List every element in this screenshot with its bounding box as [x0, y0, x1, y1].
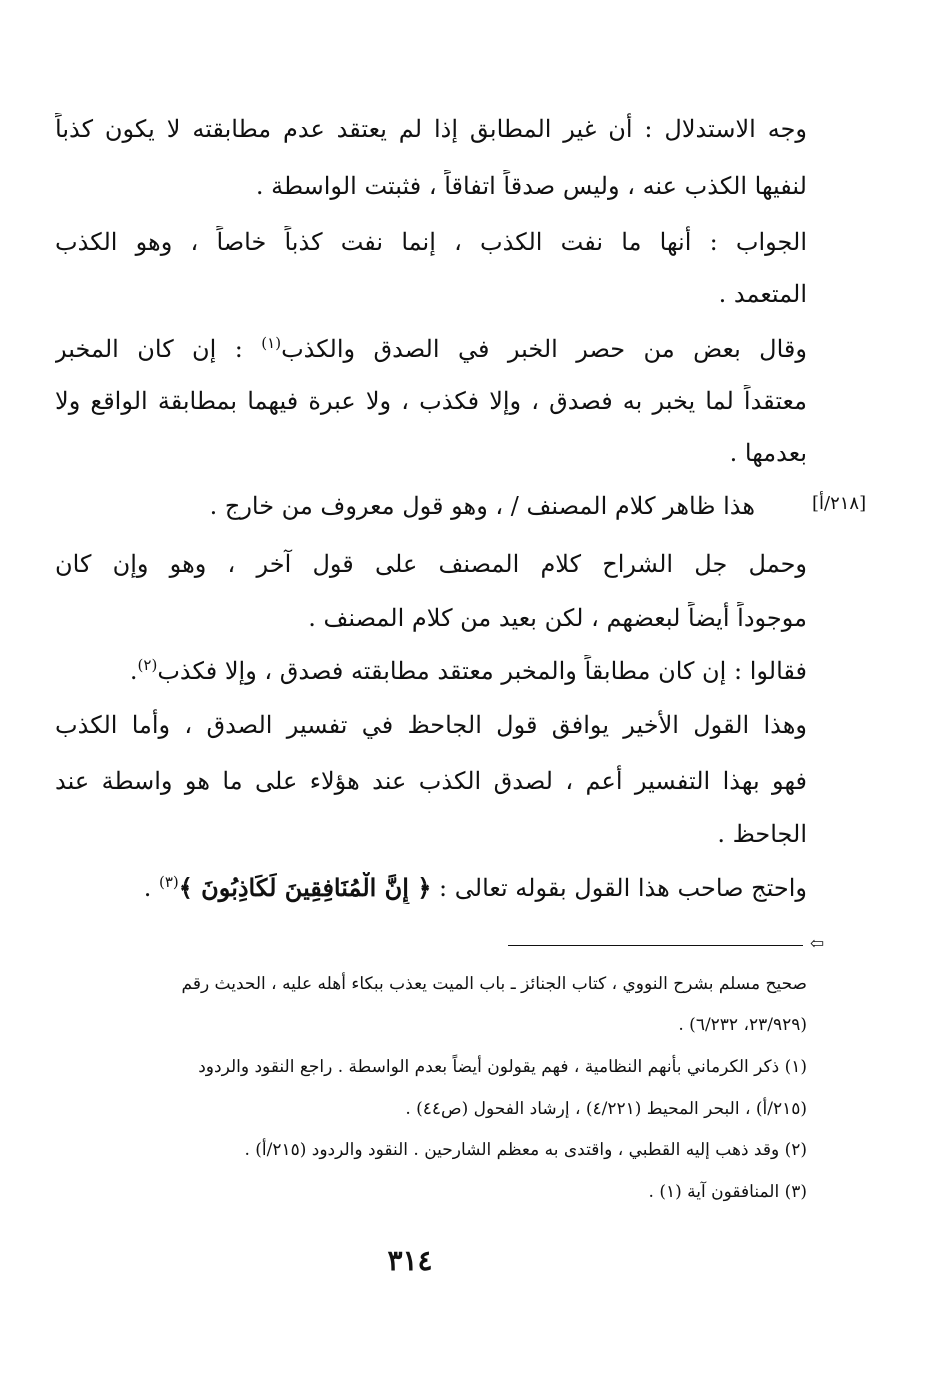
text-line-5-end: : إن كان المخبر — [55, 335, 262, 363]
text-line-3: الجواب : أنها ما نفت الكذب ، إنما نفت كذباً خاصاً ، وهو الكذب — [55, 228, 807, 256]
continuation-arrow-icon: ⇦ — [809, 934, 825, 954]
quran-verse: ﴿ إِنَّ الْمُنَافِقِينَ لَكَاذِبُونَ ﴾ — [178, 873, 432, 902]
text-line-1: وجه الاستدلال : أن غير المطابق إذا لم يعتقد عدم مطابقته لا يكون كذباً — [55, 115, 807, 143]
page-number: ٣١٤ — [387, 1244, 433, 1277]
footnote-line-5: (٢) وقد ذهب إليه القطبي ، واقتدى به معظم الشارحين . النقود والردود (٢١٥/أ) . — [244, 1140, 807, 1160]
footnote-line-2: (٢٣/٩٢٩، ٦/٢٣٢) . — [678, 1015, 807, 1035]
footnote-line-4: (٢١٥/أ) ، البحر المحيط (٤/٢٢١) ، إرشاد الفحول (ص٤٤) . — [405, 1099, 807, 1119]
footnote-ref-2: (٢) — [137, 656, 158, 674]
text-line-15-end: . — [143, 874, 159, 902]
text-line-15 — [55, 872, 807, 904]
text-line-11-start: فقالوا : إن كان مطابقاً والمخبر معتقد مطابقته فصدق ، وإلا فكذب — [157, 657, 807, 685]
text-line-5-start: وقال بعض من حصر الخبر في الصدق والكذب — [281, 335, 807, 363]
text-line-7: بعدمها . — [729, 439, 807, 467]
text-line-4: المتعمد . — [718, 280, 807, 308]
text-line-15-start: واحتج صاحب هذا القول بقوله تعالى : — [439, 874, 807, 902]
footnote-ref-3: (٣) — [158, 873, 179, 891]
footnote-line-1: صحيح مسلم بشرح النووي ، كتاب الجنائز ـ باب الميت يعذب ببكاء أهله عليه ، الحديث رقم — [181, 974, 807, 994]
text-line-14: الجاحظ . — [717, 820, 807, 848]
text-line-2: لنفيها الكذب عنه ، وليس صدقاً اتفاقاً ، فثبتت الواسطة . — [255, 172, 807, 200]
text-line-11-end: . — [129, 657, 138, 685]
footnote-separator-line — [508, 945, 803, 946]
text-line-5 — [55, 333, 807, 365]
manuscript-folio-marker: [٢١٨/أ] — [812, 493, 867, 514]
footnote-ref-1: (١) — [261, 334, 282, 352]
text-line-6: معتقداً لما يخبر به فصدق ، وإلا فكذب ، ولا عبرة فيهما بمطابقة الواقع ولا — [55, 387, 807, 415]
text-line-9: وحمل جل الشراح كلام المصنف على قول آخر ، وهو وإن كان — [55, 550, 807, 578]
text-line-8: هذا ظاهر كلام المصنف / ، وهو قول معروف من خارج . — [209, 492, 755, 520]
text-line-11 — [55, 655, 807, 687]
text-line-13: فهو بهذا التفسير أعم ، لصدق الكذب عند هؤلاء على ما هو واسطة عند — [55, 767, 807, 795]
footnote-line-3: (١) ذكر الكرماني بأنهم النظامية ، فهم يقولون أيضاً بعدم الواسطة . راجع النقود والردود — [198, 1057, 807, 1077]
footnote-line-6: (٣) المنافقون آية (١) . — [648, 1182, 807, 1202]
text-line-12: وهذا القول الأخير يوافق قول الجاحظ في تفسير الصدق ، وأما الكذب — [55, 711, 807, 739]
text-line-10: موجوداً أيضاً لبعضهم ، لكن بعيد من كلام المصنف . — [308, 604, 807, 632]
